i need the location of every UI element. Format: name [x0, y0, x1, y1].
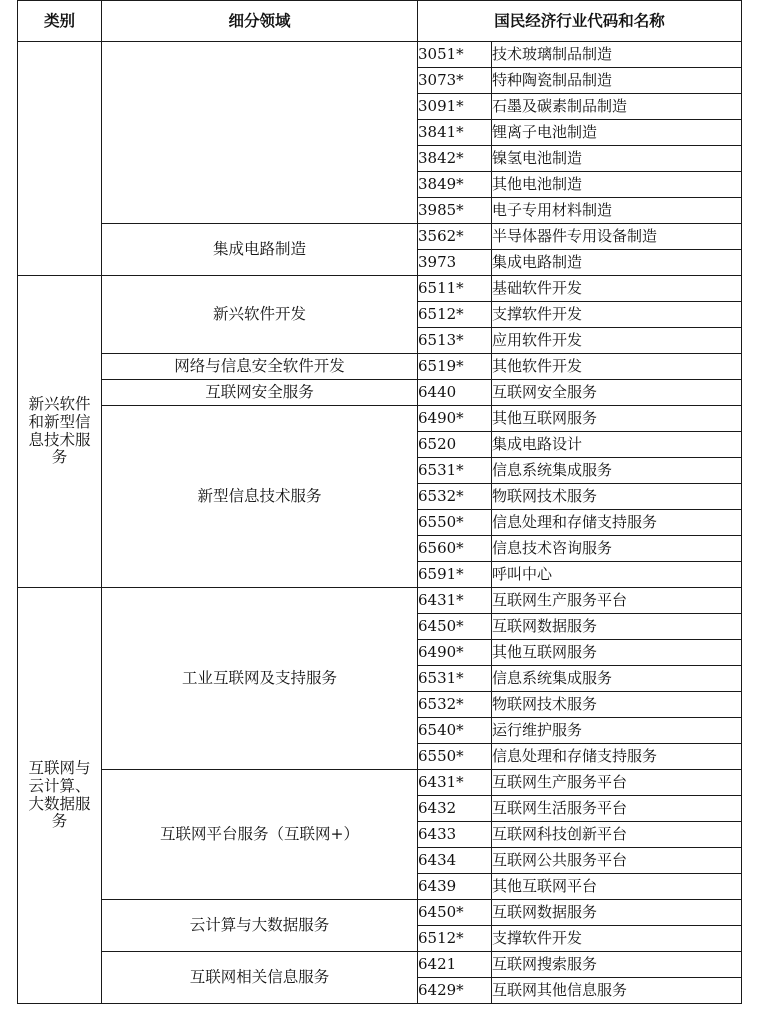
industry-name: 运行维护服务 [492, 718, 742, 744]
table-row [18, 952, 742, 978]
industry-code: 6512* [418, 926, 492, 952]
category-cell [18, 42, 102, 276]
industry-code: 6421 [418, 952, 492, 978]
industry-name: 集成电路设计 [492, 432, 742, 458]
industry-code: 6531* [418, 458, 492, 484]
industry-name: 其他软件开发 [492, 354, 742, 380]
industry-name: 互联网科技创新平台 [492, 822, 742, 848]
industry-name: 其他互联网服务 [492, 640, 742, 666]
industry-code: 6511* [418, 276, 492, 302]
industry-name: 呼叫中心 [492, 562, 742, 588]
industry-name: 石墨及碳素制品制造 [492, 94, 742, 120]
subfield-cell [102, 42, 418, 224]
subfield-cell: 云计算与大数据服务 [102, 900, 418, 952]
table-body [18, 42, 742, 1004]
industry-code: 6433 [418, 822, 492, 848]
industry-code: 6532* [418, 692, 492, 718]
table-row [18, 224, 742, 250]
industry-code: 6431* [418, 770, 492, 796]
subfield-cell: 集成电路制造 [102, 224, 418, 276]
table-header-row [18, 1, 742, 42]
industry-code: 3841* [418, 120, 492, 146]
industry-name: 集成电路制造 [492, 250, 742, 276]
table-row [18, 380, 742, 406]
industry-code: 3985* [418, 198, 492, 224]
industry-name: 互联网公共服务平台 [492, 848, 742, 874]
industry-code: 6450* [418, 614, 492, 640]
industry-name: 镍氢电池制造 [492, 146, 742, 172]
industry-code: 3091* [418, 94, 492, 120]
industry-code: 6550* [418, 744, 492, 770]
industry-name: 互联网搜索服务 [492, 952, 742, 978]
industry-code: 6439 [418, 874, 492, 900]
industry-code: 6531* [418, 666, 492, 692]
category-cell [18, 276, 102, 588]
industry-name: 基础软件开发 [492, 276, 742, 302]
table-row [18, 354, 742, 380]
subfield-cell: 新兴软件开发 [102, 276, 418, 354]
industry-name: 锂离子电池制造 [492, 120, 742, 146]
industry-name: 其他互联网平台 [492, 874, 742, 900]
industry-name: 物联网技术服务 [492, 692, 742, 718]
industry-code: 6520 [418, 432, 492, 458]
industry-code: 6490* [418, 640, 492, 666]
industry-name: 信息系统集成服务 [492, 666, 742, 692]
industry-name: 互联网生产服务平台 [492, 588, 742, 614]
industry-code: 3051* [418, 42, 492, 68]
industry-name: 电子专用材料制造 [492, 198, 742, 224]
industry-code: 6434 [418, 848, 492, 874]
industry-name: 信息处理和存储支持服务 [492, 510, 742, 536]
header-subfield: 细分领域 [102, 1, 418, 42]
table-row [18, 406, 742, 432]
category-label: 新兴软件和新型信息技术服务 [28, 394, 91, 467]
table-row [18, 42, 742, 68]
industry-code: 3973 [418, 250, 492, 276]
table-row [18, 900, 742, 926]
industry-name: 信息处理和存储支持服务 [492, 744, 742, 770]
subfield-cell: 互联网平台服务（互联网+） [102, 770, 418, 900]
industry-code: 6429* [418, 978, 492, 1004]
industry-code: 6432 [418, 796, 492, 822]
industry-name: 物联网技术服务 [492, 484, 742, 510]
industry-code: 6591* [418, 562, 492, 588]
header-category: 类别 [18, 1, 102, 42]
industry-code: 6431* [418, 588, 492, 614]
category-cell [18, 588, 102, 1004]
industry-code: 6519* [418, 354, 492, 380]
industry-name: 互联网数据服务 [492, 900, 742, 926]
document [17, 0, 742, 1004]
industry-name: 信息技术咨询服务 [492, 536, 742, 562]
table-row [18, 770, 742, 796]
industry-name: 互联网安全服务 [492, 380, 742, 406]
industry-code: 6450* [418, 900, 492, 926]
table-row [18, 588, 742, 614]
subfield-cell: 互联网相关信息服务 [102, 952, 418, 1004]
industry-name: 其他互联网服务 [492, 406, 742, 432]
industry-code: 6513* [418, 328, 492, 354]
subfield-cell: 互联网安全服务 [102, 380, 418, 406]
industry-code: 6490* [418, 406, 492, 432]
subfield-cell: 工业互联网及支持服务 [102, 588, 418, 770]
industry-name: 其他电池制造 [492, 172, 742, 198]
industry-code: 3849* [418, 172, 492, 198]
table-row [18, 276, 742, 302]
industry-code: 3562* [418, 224, 492, 250]
subfield-cell: 网络与信息安全软件开发 [102, 354, 418, 380]
industry-code: 3842* [418, 146, 492, 172]
industry-name: 互联网生产服务平台 [492, 770, 742, 796]
industry-name: 支撑软件开发 [492, 302, 742, 328]
industry-name: 互联网其他信息服务 [492, 978, 742, 1004]
industry-code: 3073* [418, 68, 492, 94]
industry-name: 支撑软件开发 [492, 926, 742, 952]
industry-name: 技术玻璃制品制造 [492, 42, 742, 68]
industry-classification-table [17, 0, 742, 1004]
subfield-cell: 新型信息技术服务 [102, 406, 418, 588]
industry-name: 互联网数据服务 [492, 614, 742, 640]
industry-name: 半导体器件专用设备制造 [492, 224, 742, 250]
industry-code: 6532* [418, 484, 492, 510]
industry-code: 6440 [418, 380, 492, 406]
category-label: 互联网与云计算、大数据服务 [28, 758, 91, 831]
industry-name: 信息系统集成服务 [492, 458, 742, 484]
industry-name: 互联网生活服务平台 [492, 796, 742, 822]
industry-name: 应用软件开发 [492, 328, 742, 354]
industry-name: 特种陶瓷制品制造 [492, 68, 742, 94]
industry-code: 6512* [418, 302, 492, 328]
industry-code: 6550* [418, 510, 492, 536]
header-code-name: 国民经济行业代码和名称 [418, 1, 742, 42]
industry-code: 6560* [418, 536, 492, 562]
industry-code: 6540* [418, 718, 492, 744]
